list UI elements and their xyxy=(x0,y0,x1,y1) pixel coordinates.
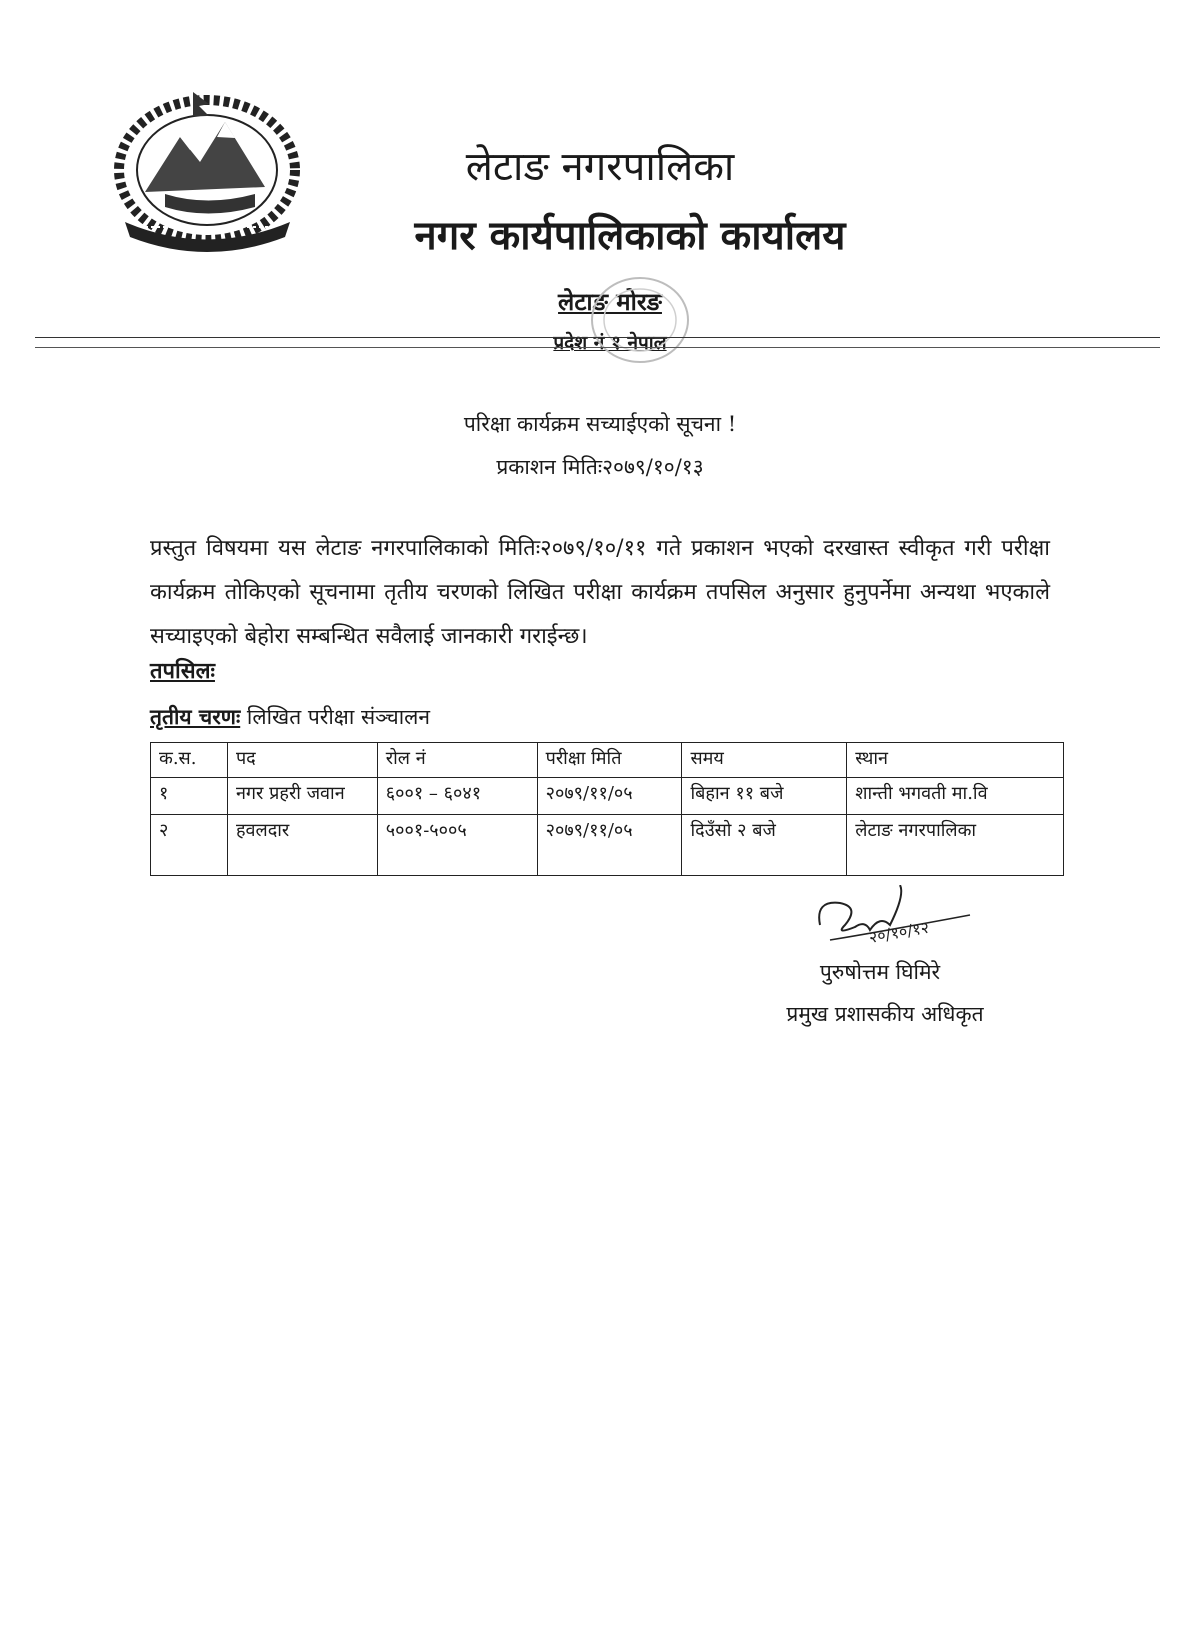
signature-icon xyxy=(810,885,980,955)
header-divider-top xyxy=(35,337,1160,338)
cell-time: बिहान ११ बजे xyxy=(682,778,847,815)
publication-date: प्रकाशन मितिः२०७९/१०/१३ xyxy=(496,455,704,479)
office-address-line1: लेटाङ मोरङ xyxy=(558,287,662,316)
header-exam-date: परीक्षा मिति xyxy=(537,743,682,778)
nepal-emblem-icon xyxy=(105,82,310,252)
cell-serial: २ xyxy=(151,815,228,876)
cell-exam-date: २०७९/११/०५ xyxy=(537,815,682,876)
tapasil-heading: तपसिलः xyxy=(150,658,215,684)
signatory-name: पुरुषोत्तम घिमिरे xyxy=(819,960,941,984)
signature-mark: २०/१०/१२ xyxy=(867,917,931,947)
office-seal-stamp xyxy=(585,270,695,370)
office-title: नगर कार्यपालिकाको कार्यालय xyxy=(414,212,846,259)
notice-body: प्रस्तुत विषयमा यस लेटाङ नगरपालिकाको मितिः२०७९/१०/११ गते प्रकाशन भएको दरखास्त स्वीकृत गरी परीक्षा कार्यक्रम तोकिएको सूचनामा तृतीय चरणको लिखित परीक्षा कार्यक्रम तपसिल अनुसार हुनुपर्नेमा अन्यथा भएकाले सच्याइएको बेहोरा सम्बन्धित सवैलाई जानकारी गराईन्छ। xyxy=(150,536,1050,649)
header-roll-number: रोल नं xyxy=(377,743,537,778)
office-name: लेटाङ नगरपालिका xyxy=(465,144,735,190)
signatory-title: प्रमुख प्रशासकीय अधिकृत xyxy=(786,1002,984,1026)
notice-title: परिक्षा कार्यक्रम सच्याईएको सूचना ! xyxy=(463,412,737,436)
cell-exam-date: २०७९/११/०५ xyxy=(537,778,682,815)
cell-post: हवलदार xyxy=(227,815,377,876)
stage-text: लिखित परीक्षा संञ्चालन xyxy=(246,705,431,729)
cell-venue: शान्ती भगवती मा.वि xyxy=(847,778,1064,815)
cell-roll-number: ५००१-५००५ xyxy=(377,815,537,876)
header-venue: स्थान xyxy=(847,743,1064,778)
header-divider-bottom xyxy=(35,347,1160,348)
cell-post: नगर प्रहरी जवान xyxy=(227,778,377,815)
cell-serial: १ xyxy=(151,778,228,815)
cell-venue: लेटाङ नगरपालिका xyxy=(847,815,1064,876)
exam-schedule-table xyxy=(150,742,1064,876)
office-address-line2: प्रदेश नं १ नेपाल xyxy=(553,332,667,354)
cell-roll-number: ६००१ – ६०४१ xyxy=(377,778,537,815)
stage-line xyxy=(150,703,430,731)
header-post: पद xyxy=(227,743,377,778)
table-row xyxy=(151,778,1064,815)
table-row xyxy=(151,815,1064,876)
stage-label: तृतीय चरणः xyxy=(150,704,241,729)
table-header-row xyxy=(151,743,1064,778)
header-time: समय xyxy=(682,743,847,778)
cell-time: दिउँसो २ बजे xyxy=(682,815,847,876)
header-serial: क.स. xyxy=(151,743,228,778)
